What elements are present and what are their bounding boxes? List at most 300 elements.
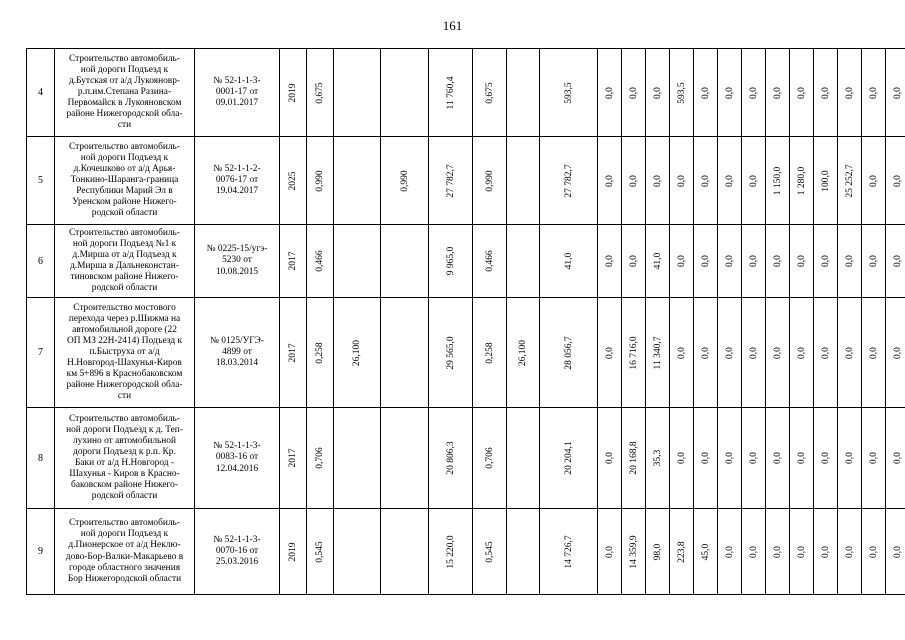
- value-cell: [694, 509, 718, 595]
- table-row: [27, 225, 905, 298]
- expertise-document-line: 0083-16 от: [215, 452, 259, 463]
- value-text: 0,0: [820, 86, 831, 99]
- value-cell: [646, 509, 670, 595]
- object-name-cell: [55, 408, 195, 509]
- value-text: 27 782,7: [563, 163, 574, 198]
- object-name-line: Строительство автомобиль-: [69, 141, 180, 152]
- value-text: 0,0: [676, 255, 687, 267]
- expertise-document-cell: [195, 408, 280, 509]
- value-cell: [598, 49, 622, 137]
- value-text: 0,706: [484, 447, 495, 469]
- value-text: 0,258: [315, 341, 325, 364]
- value-text: 0,0: [724, 346, 735, 359]
- value-text: 0,0: [892, 174, 903, 187]
- value-text: 15 220,0: [445, 534, 456, 569]
- value-text: 0,0: [772, 255, 783, 267]
- expertise-document-line: 4899 от: [222, 346, 252, 357]
- value-cell: [862, 225, 886, 298]
- object-name-line: д.Мирша в Дальнеконстан-: [70, 261, 179, 271]
- object-name-line: Строительство мостового: [73, 302, 176, 313]
- value-cell: [694, 225, 718, 298]
- value-cell: [540, 509, 598, 595]
- value-cell: [507, 298, 540, 408]
- value-text: 0,0: [724, 86, 735, 99]
- object-name-line: д.Мирша от а/д Подъезд к: [72, 249, 177, 260]
- value-cell: [790, 49, 814, 137]
- value-text: 0,0: [676, 346, 687, 359]
- value-text: 0,0: [748, 346, 759, 359]
- expertise-document-line: № 52-1-1-3-: [213, 441, 261, 452]
- value-cell: [307, 509, 334, 595]
- value-cell: [766, 49, 790, 137]
- value-text: 0,0: [772, 86, 783, 99]
- value-cell: [598, 408, 622, 509]
- page-number: 161: [442, 18, 463, 33]
- value-text: 0,0: [628, 86, 639, 99]
- value-cell: [838, 49, 862, 137]
- value-cell: [814, 509, 838, 595]
- expertise-document-cell: [195, 298, 280, 408]
- value-cell: [670, 225, 694, 298]
- value-text: 0,0: [700, 174, 711, 187]
- object-name-line: р.п.им.Степана Разина-: [77, 86, 172, 97]
- object-name-line: родской области: [91, 491, 158, 502]
- value-cell: [381, 408, 429, 509]
- value-cell: [598, 509, 622, 595]
- value-text: 0,0: [748, 174, 759, 187]
- expertise-document-line: 0076-17 от: [215, 174, 259, 185]
- value-cell: [718, 298, 742, 408]
- value-text: 0,0: [796, 86, 807, 99]
- row-number: 9: [27, 509, 55, 595]
- value-text: 14 726,7: [563, 534, 574, 569]
- value-cell: [646, 137, 670, 225]
- value-cell: [766, 298, 790, 408]
- value-text: 0,0: [724, 174, 735, 187]
- table-row: [27, 408, 905, 509]
- object-name-line: ной дороги Подъезд к: [80, 529, 169, 540]
- value-text: 0,0: [868, 174, 879, 187]
- value-text: 0,545: [484, 540, 495, 563]
- value-cell: [862, 408, 886, 509]
- value-text: 0,0: [796, 452, 807, 464]
- expertise-document-line: № 52-1-1-3-: [213, 534, 261, 545]
- value-cell: [280, 509, 307, 595]
- value-text: 0,0: [628, 255, 639, 267]
- value-text: 9 965,0: [445, 246, 456, 276]
- object-name-line: Республики Марий Эл в: [76, 186, 173, 197]
- value-text: 0,0: [868, 255, 879, 267]
- value-cell: [694, 408, 718, 509]
- value-cell: [814, 137, 838, 225]
- value-text: 0,0: [604, 452, 615, 464]
- value-text: 0,0: [604, 174, 615, 187]
- value-cell: [814, 298, 838, 408]
- value-cell: [334, 509, 381, 595]
- value-text: 0,0: [604, 346, 615, 359]
- object-name-line: Строительство автомобиль-: [69, 413, 180, 424]
- object-name-cell: [55, 137, 195, 225]
- value-text: 16 716,0: [628, 335, 639, 370]
- value-text: 0,0: [748, 255, 759, 267]
- value-cell: [814, 408, 838, 509]
- value-text: 1 280,0: [796, 166, 807, 195]
- value-cell: [790, 225, 814, 298]
- value-text: 0,0: [652, 174, 663, 187]
- value-cell: [381, 298, 429, 408]
- value-text: 29 565,0: [445, 335, 456, 370]
- value-text: 0,990: [484, 169, 495, 192]
- value-text: 0,0: [796, 255, 807, 267]
- value-text: 0,545: [315, 540, 325, 563]
- value-cell: [742, 298, 766, 408]
- expertise-document-line: 12.04.2016: [215, 463, 259, 474]
- table-row: [27, 49, 905, 137]
- value-cell: [280, 298, 307, 408]
- value-cell: [646, 298, 670, 408]
- object-name-cell: [55, 298, 195, 408]
- value-cell: [718, 137, 742, 225]
- value-cell: [862, 509, 886, 595]
- value-cell: [838, 225, 862, 298]
- object-name-line: Строительство автомобиль-: [69, 53, 180, 64]
- value-cell: [670, 137, 694, 225]
- value-cell: [473, 137, 507, 225]
- value-cell: [838, 298, 862, 408]
- value-cell: [838, 137, 862, 225]
- value-text: 0,0: [724, 545, 735, 558]
- value-text: 0,0: [892, 86, 903, 99]
- value-cell: [646, 49, 670, 137]
- value-cell: [429, 225, 473, 298]
- value-cell: [694, 298, 718, 408]
- value-text: 0,990: [399, 169, 410, 192]
- expertise-document-line: 25.03.2016: [215, 557, 259, 568]
- value-text: 0,0: [748, 545, 759, 558]
- value-cell: [742, 49, 766, 137]
- object-name-line: лухино от автомобильной: [72, 435, 177, 446]
- object-name-line: Тонкино-Шаранга-граница: [70, 174, 179, 185]
- value-text: 0,0: [844, 346, 855, 359]
- value-text: 0,0: [676, 452, 687, 464]
- value-text: 0,0: [748, 452, 759, 464]
- value-text: 2017: [288, 448, 298, 468]
- object-name-line: районе Нижегородской обла-: [66, 109, 183, 120]
- value-text: 0,990: [315, 169, 325, 192]
- value-text: 2019: [288, 542, 298, 561]
- object-name-line: дово-Бор-Валки-Макарьево в: [65, 551, 184, 562]
- value-cell: [886, 225, 905, 298]
- object-name-line: ной дороги Подъезд к д. Теп-: [66, 424, 183, 435]
- value-cell: [507, 225, 540, 298]
- value-text: 0,0: [772, 545, 783, 558]
- value-cell: [886, 509, 905, 595]
- value-text: 0,0: [868, 545, 879, 558]
- value-text: 2017: [288, 343, 298, 362]
- value-cell: [862, 137, 886, 225]
- expertise-document-cell: [195, 137, 280, 225]
- value-text: 0,0: [796, 346, 807, 359]
- value-cell: [507, 509, 540, 595]
- value-text: 0,0: [724, 452, 735, 464]
- value-cell: [507, 408, 540, 509]
- expertise-document-line: 0070-16 от: [215, 545, 259, 556]
- value-cell: [766, 509, 790, 595]
- value-cell: [473, 225, 507, 298]
- value-text: 20 806,3: [445, 441, 456, 475]
- value-text: 25 252,7: [844, 163, 855, 198]
- object-name-line: городе областного значения: [68, 562, 181, 573]
- value-cell: [307, 298, 334, 408]
- value-cell: [622, 137, 646, 225]
- value-cell: [838, 408, 862, 509]
- construction-objects-table: [26, 48, 905, 595]
- value-cell: [507, 137, 540, 225]
- value-cell: [790, 509, 814, 595]
- object-name-line: автомобильной дороге (22: [72, 324, 177, 335]
- object-name-line: ной дороги Подъезд №1 к: [72, 238, 177, 249]
- value-cell: [540, 225, 598, 298]
- value-text: 0,0: [892, 545, 903, 558]
- value-cell: [280, 225, 307, 298]
- object-name-line: Строительство автомобиль-: [69, 227, 180, 238]
- object-name-line: Бор Нижегородской области: [67, 573, 182, 584]
- value-text: 0,0: [724, 255, 735, 267]
- value-text: 0,0: [700, 86, 711, 99]
- value-cell: [862, 298, 886, 408]
- value-cell: [886, 298, 905, 408]
- value-text: 0,0: [628, 174, 639, 187]
- value-cell: [670, 298, 694, 408]
- value-text: 0,0: [892, 255, 903, 267]
- value-cell: [540, 49, 598, 137]
- row-number: 6: [27, 225, 55, 298]
- value-text: 0,0: [844, 86, 855, 99]
- object-name-line: Баки от а/д Н.Новгород -: [75, 458, 174, 468]
- value-text: 26,100: [352, 339, 362, 366]
- value-text: 0,0: [652, 86, 663, 99]
- object-name-line: баковском районе Нижего-: [71, 480, 178, 491]
- value-cell: [598, 225, 622, 298]
- value-cell: [334, 225, 381, 298]
- value-cell: [540, 137, 598, 225]
- object-name-line: Первомайск в Лукояновском: [67, 98, 182, 109]
- object-name-line: сти: [117, 120, 132, 131]
- expertise-document-line: № 0225-15/угэ-: [206, 244, 268, 255]
- value-text: 0,0: [604, 545, 615, 558]
- value-text: 35,3: [652, 449, 663, 467]
- value-cell: [598, 298, 622, 408]
- value-text: 0,0: [820, 255, 831, 267]
- value-cell: [718, 509, 742, 595]
- value-cell: [598, 137, 622, 225]
- value-text: 0,0: [700, 255, 711, 267]
- expertise-document-cell: [195, 509, 280, 595]
- value-cell: [429, 408, 473, 509]
- value-cell: [334, 408, 381, 509]
- value-text: 27 782,7: [445, 163, 456, 198]
- expertise-document-cell: [195, 225, 280, 298]
- value-text: 0,0: [868, 346, 879, 359]
- value-text: 0,0: [700, 346, 711, 359]
- value-cell: [334, 49, 381, 137]
- value-cell: [381, 49, 429, 137]
- value-cell: [622, 509, 646, 595]
- value-text: 11 760,4: [445, 76, 456, 109]
- value-cell: [473, 49, 507, 137]
- value-text: 0,0: [604, 255, 615, 267]
- row-number: 8: [27, 408, 55, 509]
- value-cell: [790, 408, 814, 509]
- value-text: 98,0: [652, 543, 663, 560]
- value-cell: [814, 225, 838, 298]
- table-row: [27, 137, 905, 225]
- value-text: 20 204,1: [563, 441, 574, 475]
- object-name-line: перехода через р.Шижма на: [68, 313, 181, 324]
- value-text: 2017: [288, 251, 298, 271]
- value-cell: [742, 408, 766, 509]
- value-cell: [886, 137, 905, 225]
- object-name-line: д.Кочешково от а/д Арья-: [73, 163, 176, 174]
- object-name-line: км 5+896 в Краснобаковском: [66, 369, 183, 380]
- expertise-document-line: № 52-1-1-2-: [213, 163, 261, 174]
- expertise-document-line: 18.03.2014: [215, 358, 259, 369]
- value-text: 20 168,8: [628, 441, 639, 475]
- value-cell: [766, 408, 790, 509]
- value-cell: [307, 137, 334, 225]
- value-text: 28 056,7: [563, 335, 574, 370]
- value-cell: [694, 49, 718, 137]
- object-name-cell: [55, 509, 195, 595]
- expertise-document-line: 10.08.2015: [215, 266, 259, 277]
- object-name-cell: [55, 49, 195, 137]
- expertise-document-line: 09.01.2017: [215, 98, 259, 109]
- object-name-line: родской области: [91, 208, 158, 219]
- value-cell: [307, 408, 334, 509]
- object-name-line: сти: [117, 391, 132, 402]
- object-name-line: тиновском районе Нижего-: [70, 272, 179, 283]
- value-text: 0,675: [484, 81, 495, 104]
- object-name-line: д.Бутская от а/д Лукояновр-: [68, 75, 181, 86]
- value-text: 0,0: [772, 346, 783, 359]
- value-text: 0,0: [868, 86, 879, 99]
- value-text: 14 359,9: [628, 534, 639, 569]
- value-cell: [862, 49, 886, 137]
- value-cell: [381, 225, 429, 298]
- value-cell: [886, 408, 905, 509]
- value-text: 2019: [288, 83, 298, 102]
- value-cell: [718, 408, 742, 509]
- value-cell: [622, 298, 646, 408]
- value-text: 593,5: [676, 81, 687, 104]
- value-cell: [622, 49, 646, 137]
- value-cell: [429, 509, 473, 595]
- value-text: 0,0: [820, 346, 831, 359]
- value-text: 0,466: [315, 250, 325, 272]
- value-text: 0,0: [748, 86, 759, 99]
- object-name-line: Уренском районе Нижего-: [72, 197, 177, 208]
- value-text: 0,0: [892, 346, 903, 359]
- value-cell: [507, 49, 540, 137]
- value-text: 2025: [288, 171, 298, 190]
- table-row: [27, 298, 905, 408]
- object-name-line: ОП МЗ 22Н-2414) Подъезд к: [66, 335, 183, 346]
- object-name-line: ной дороги Подъезд к: [80, 64, 169, 75]
- value-text: 0,675: [315, 81, 325, 104]
- object-name-line: Шахунья - Киров в Красно-: [69, 469, 180, 480]
- value-text: 0,0: [844, 255, 855, 267]
- object-name-line: д.Пионерское от а/д Неклю-: [68, 540, 181, 551]
- value-cell: [646, 225, 670, 298]
- value-text: 41,0: [652, 252, 663, 270]
- value-cell: [280, 137, 307, 225]
- row-number: 4: [27, 49, 55, 137]
- value-text: 11 340,7: [652, 336, 663, 369]
- value-text: 0,706: [315, 447, 325, 469]
- value-cell: [280, 408, 307, 509]
- value-text: 0,0: [844, 545, 855, 558]
- value-cell: [670, 49, 694, 137]
- value-cell: [718, 225, 742, 298]
- expertise-document-line: № 0125/УГЭ-: [209, 335, 264, 346]
- object-name-line: ной дороги Подъезд к: [80, 152, 169, 163]
- value-text: 0,0: [700, 452, 711, 464]
- object-name-line: дороги Подъезд к р.п. Кр.: [73, 446, 176, 457]
- value-text: 26,100: [518, 339, 528, 366]
- value-cell: [307, 225, 334, 298]
- value-cell: [334, 137, 381, 225]
- value-cell: [838, 509, 862, 595]
- value-text: 0,0: [820, 452, 831, 464]
- value-text: 41,0: [563, 252, 574, 270]
- value-cell: [670, 408, 694, 509]
- expertise-document-line: 0001-17 от: [215, 86, 259, 97]
- object-name-line: Строительство автомобиль-: [69, 518, 180, 529]
- object-name-line: родской области: [91, 283, 158, 294]
- value-text: 0,0: [868, 452, 879, 464]
- expertise-document-line: 19.04.2017: [215, 186, 259, 197]
- value-text: 0,258: [484, 341, 495, 364]
- value-cell: [307, 49, 334, 137]
- value-cell: [814, 49, 838, 137]
- value-cell: [429, 298, 473, 408]
- value-text: 100,0: [820, 169, 831, 192]
- value-cell: [790, 137, 814, 225]
- object-name-line: районе Нижегородской обла-: [66, 380, 183, 391]
- value-cell: [886, 49, 905, 137]
- value-text: 45,0: [700, 543, 711, 560]
- value-text: 0,0: [604, 86, 615, 99]
- value-cell: [473, 298, 507, 408]
- value-text: 223,8: [676, 540, 687, 563]
- value-cell: [646, 408, 670, 509]
- value-text: 0,0: [796, 545, 807, 558]
- object-name-line: п.Быструха от а/д: [89, 346, 160, 357]
- object-name-cell: [55, 225, 195, 298]
- value-cell: [694, 137, 718, 225]
- value-cell: [718, 49, 742, 137]
- value-text: 0,0: [820, 545, 831, 558]
- expertise-document-line: 5230 от: [222, 255, 252, 266]
- value-text: 593,5: [563, 81, 574, 104]
- value-text: 0,0: [892, 452, 903, 464]
- expertise-document-cell: [195, 49, 280, 137]
- value-cell: [280, 49, 307, 137]
- value-cell: [429, 137, 473, 225]
- value-text: 0,0: [772, 452, 783, 464]
- row-number: 5: [27, 137, 55, 225]
- value-cell: [622, 408, 646, 509]
